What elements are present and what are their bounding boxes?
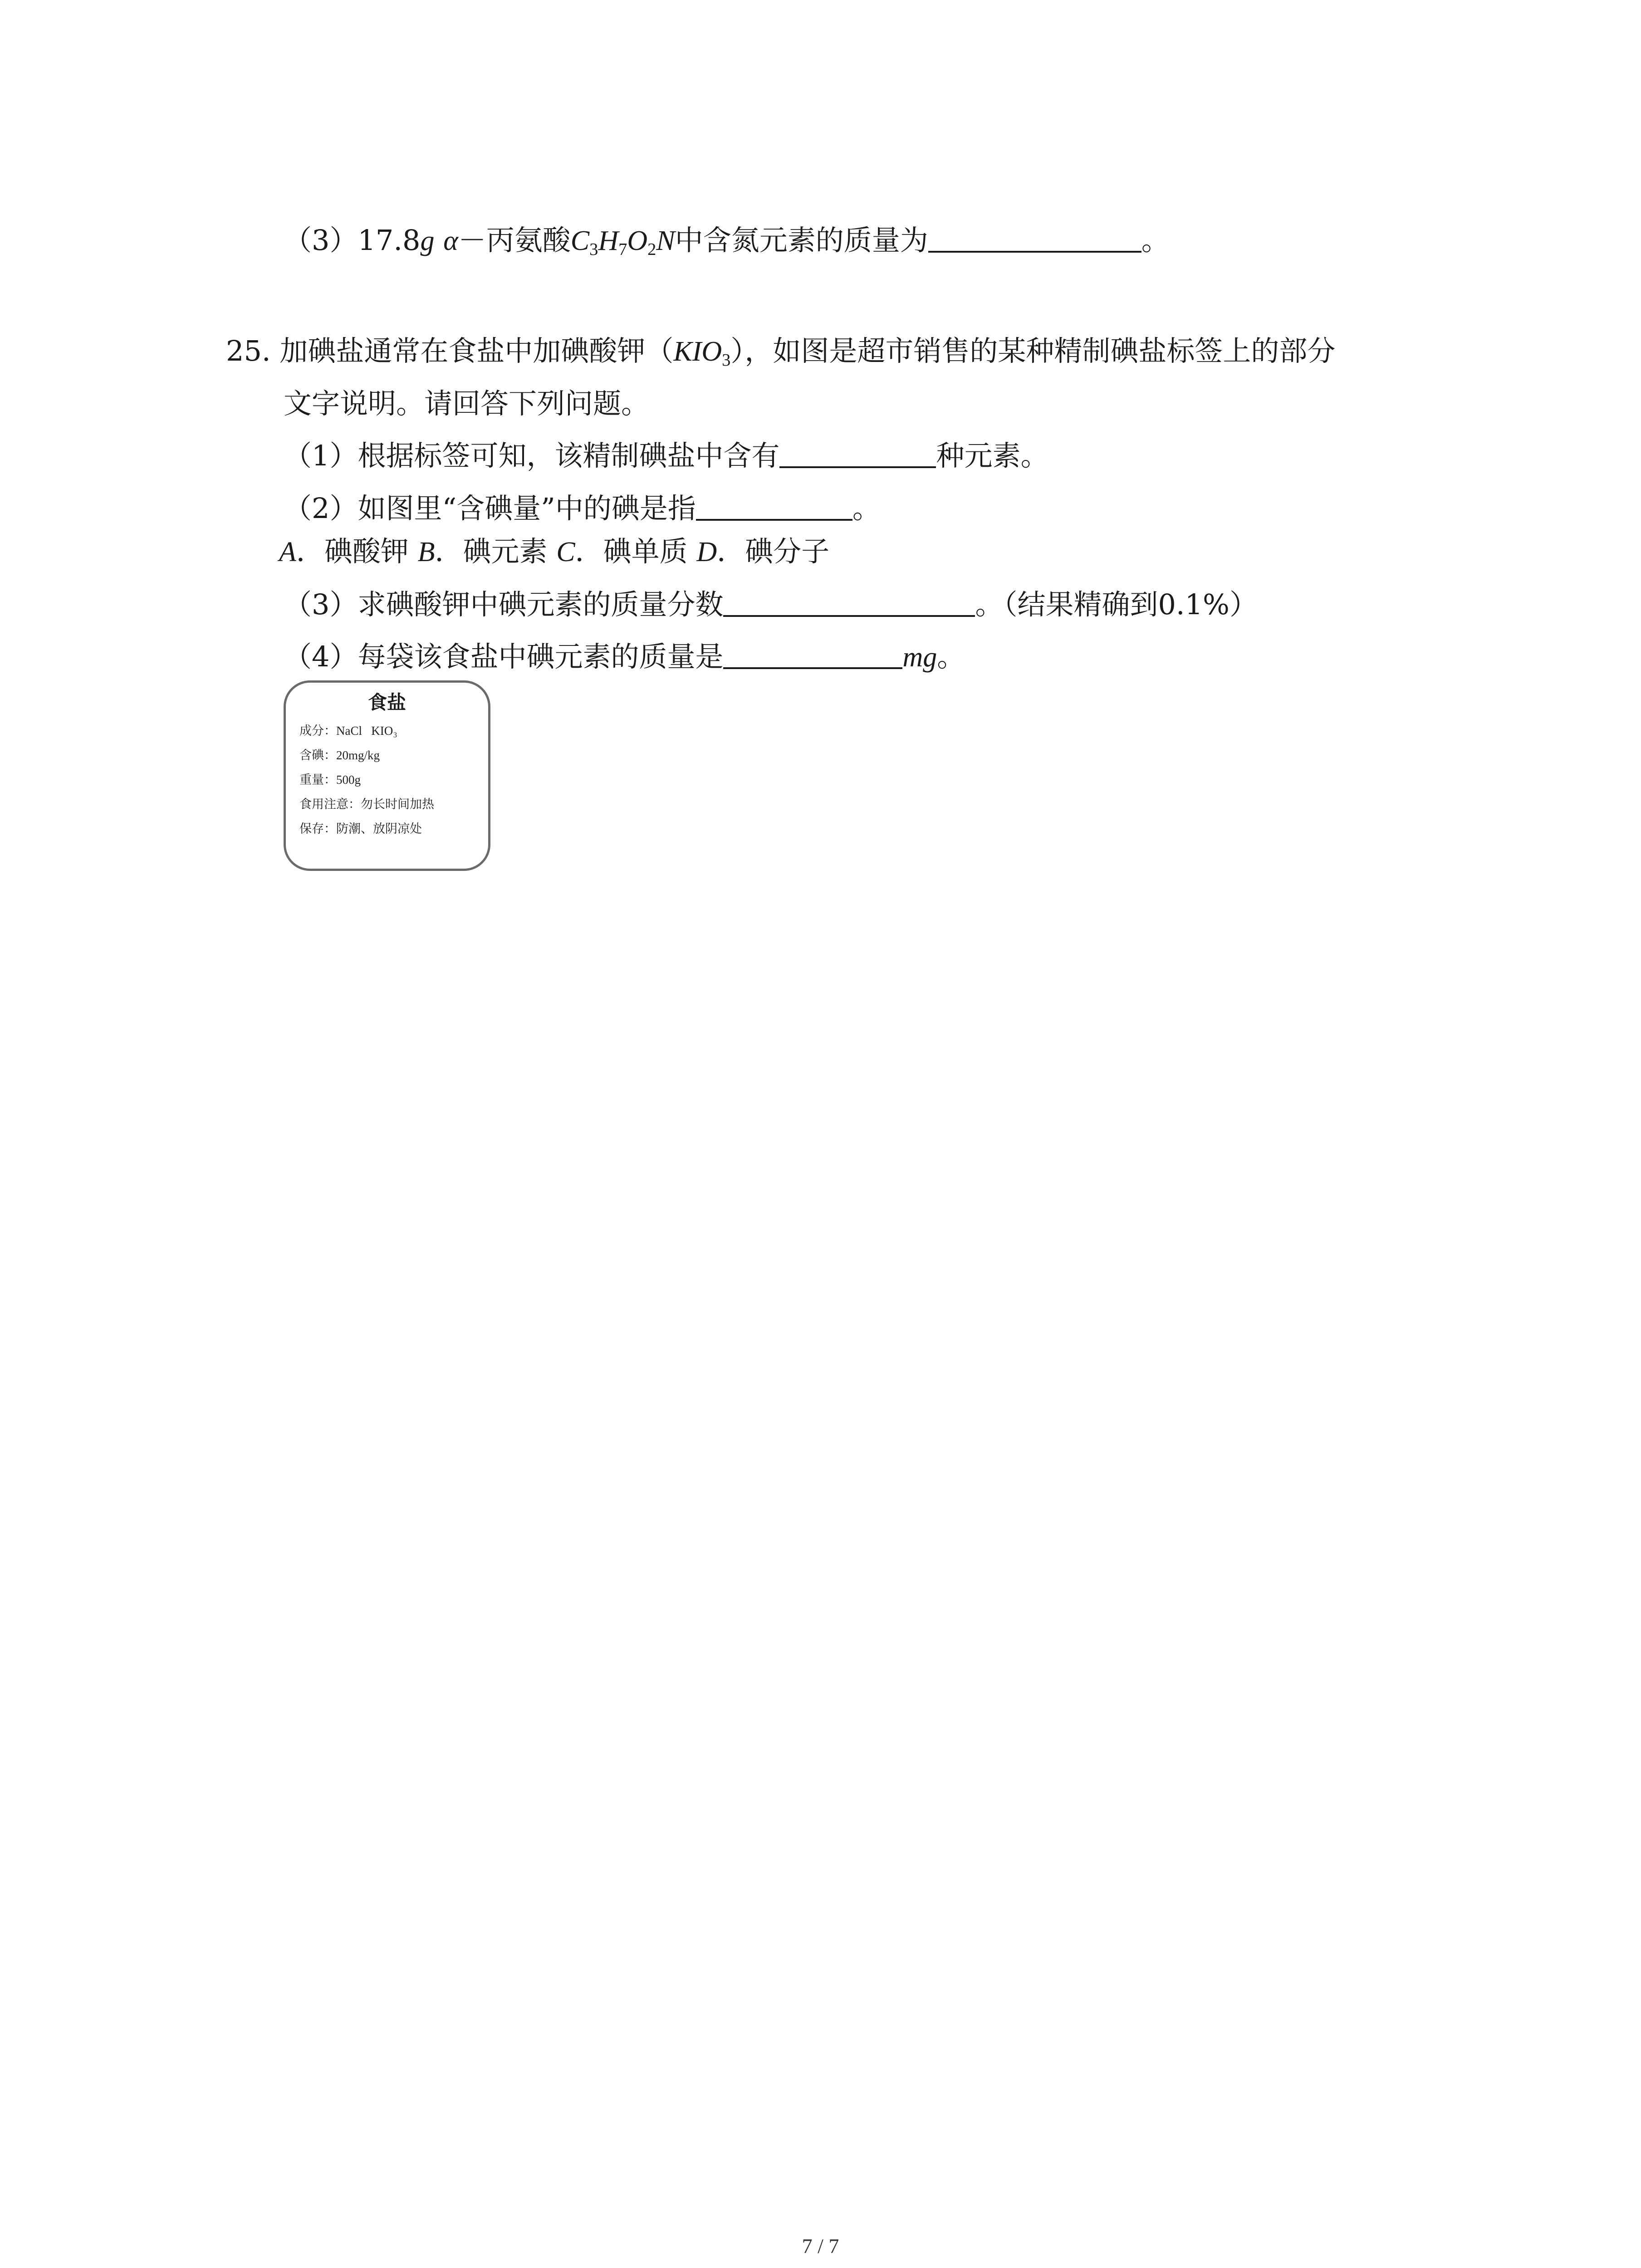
salt-label-row: 食用注意：勿长时间加热 — [299, 797, 434, 811]
answer-blank[interactable] — [928, 224, 1141, 253]
answer-blank[interactable] — [779, 439, 936, 468]
q25-sub2-end: 。 — [852, 492, 881, 525]
q25-sub2-text: （2）如图里“含碘量”中的碘是指 — [284, 492, 696, 525]
answer-blank[interactable] — [723, 640, 902, 669]
q25-sub4 — [284, 639, 965, 675]
salt-label-row: 成分：NaCl KIO₃ — [299, 724, 397, 738]
q25-sub1 — [284, 438, 1048, 474]
option-a[interactable]: A．碘酸钾 — [279, 535, 409, 568]
option-c[interactable]: C．碘单质 — [556, 535, 688, 568]
q25-sub3-end: 。（结果精确到0.1%） — [975, 588, 1258, 621]
q25-intro-a: 加碘盐通常在食盐中加碘酸钾（ — [279, 334, 674, 367]
q24-part3-end: 。 — [1141, 224, 1170, 257]
q24-part3 — [284, 222, 1170, 259]
formula-kio3: $KIO_3$ — [673, 336, 731, 370]
q25-sub2 — [284, 490, 881, 527]
salt-label-row: 重量：500g — [299, 773, 361, 787]
answer-blank[interactable] — [696, 492, 852, 521]
q25-intro — [226, 333, 1335, 370]
salt-label-row: 保存：防潮、放阴凉处 — [299, 822, 422, 836]
q25-sub3 — [284, 587, 1258, 623]
q25-sub4-end: 。 — [937, 640, 965, 673]
unit-mg: mg — [902, 642, 937, 673]
q24-part3-suffix: 中含氮元素的质量为 — [675, 224, 928, 257]
page-number: 7 / 7 — [802, 2234, 839, 2258]
q25-sub3-text: （3）求碘酸钾中碘元素的质量分数 — [284, 588, 724, 621]
q24-part3-name: －丙氨酸 — [458, 224, 571, 257]
alpha-symbol: α — [443, 225, 458, 256]
option-b[interactable]: B．碘元素 — [417, 535, 548, 568]
unit-g: g — [420, 225, 435, 256]
salt-label — [284, 680, 490, 871]
q25-sub4-text: （4）每袋该食盐中碘元素的质量是 — [284, 640, 724, 673]
q25-options — [279, 533, 829, 570]
q24-part3-prefix: （3）17.8 — [284, 224, 421, 257]
q25-intro-line2: 文字说明。请回答下列问题。 — [284, 387, 650, 420]
salt-label-row: 含碘：20mg/kg — [299, 748, 380, 763]
option-d[interactable]: D．碘分子 — [696, 535, 830, 568]
q25-sub1-end: 种元素。 — [936, 439, 1049, 472]
q25-number: 25. — [226, 334, 271, 367]
answer-blank[interactable] — [723, 588, 975, 617]
q25-intro-b: ），如图是超市销售的某种精制碘盐标签上的部分 — [730, 334, 1336, 367]
q25-sub1-text: （1）根据标签可知，该精制碘盐中含有 — [284, 439, 780, 472]
formula-alanine: $C_3H_7O_2N$ — [570, 225, 675, 259]
salt-label-title: 食盐 — [367, 691, 406, 714]
